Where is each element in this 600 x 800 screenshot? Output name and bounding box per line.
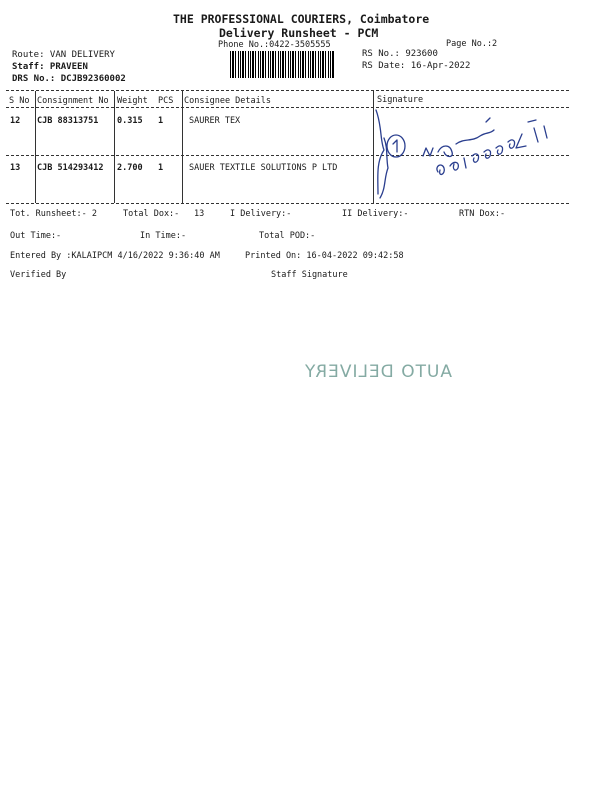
phone-number: Phone No.:0422-3505555	[218, 40, 331, 50]
row-13-weight: 2.700	[117, 163, 143, 173]
route: Route: VAN DELIVERY	[12, 50, 115, 60]
in-time: In Time:-	[140, 231, 187, 241]
header-sno: S No	[9, 96, 30, 106]
verified-by: Verified By	[10, 270, 67, 280]
table-top-rule	[6, 90, 569, 91]
rs-date: RS Date: 16-Apr-2022	[362, 61, 471, 71]
drs-number: DRS No.: DCJB92360002	[12, 74, 126, 84]
handwritten-signature	[368, 108, 568, 200]
total-dox-label: Total Dox:-	[123, 209, 180, 219]
ii-delivery: II Delivery:-	[342, 209, 409, 219]
out-time: Out Time:-	[10, 231, 62, 241]
rtn-dox: RTN Dox:-	[459, 209, 506, 219]
total-pod: Total POD:-	[259, 231, 316, 241]
i-delivery: I Delivery:-	[230, 209, 292, 219]
document-title: Delivery Runsheet - PCM	[219, 26, 379, 40]
header-weight: Weight	[117, 96, 148, 106]
row-12-weight: 0.315	[117, 116, 143, 126]
entered-by: Entered By :KALAIPCM 4/16/2022 9:36:40 AM	[10, 251, 220, 261]
auto-delivery-stamp: AUTO DELIVERY	[304, 362, 453, 382]
row-12-pcs: 1	[158, 116, 164, 126]
staff: Staff: PRAVEEN	[12, 62, 88, 72]
page-number: Page No.:2	[446, 39, 498, 49]
row-12-consignment: CJB 88313751	[37, 116, 99, 126]
row-13-consignment: CJB 514293412	[37, 163, 104, 173]
barcode	[230, 51, 335, 78]
table-bottom-rule	[6, 203, 569, 204]
header-consignment: Consignment No	[37, 96, 109, 106]
row-13-consignee: SAUER TEXTILE SOLUTIONS P LTD	[189, 163, 338, 173]
company-name: THE PROFESSIONAL COURIERS, Coimbatore	[173, 12, 430, 26]
row-12-sno: 12	[10, 116, 21, 126]
staff-signature-label: Staff Signature	[271, 270, 348, 280]
rs-number: RS No.: 923600	[362, 49, 438, 59]
row-13-sno: 13	[10, 163, 21, 173]
row-12-consignee: SAURER TEX	[189, 116, 241, 126]
header-consignee: Consignee Details	[184, 96, 271, 106]
header-signature: Signature	[377, 95, 424, 105]
row-13-pcs: 1	[158, 163, 164, 173]
total-dox-value: 13	[194, 209, 205, 219]
printed-on: Printed On: 16-04-2022 09:42:58	[245, 251, 404, 261]
header-pcs: PCS	[158, 96, 174, 106]
tot-runsheet: Tot. Runsheet:- 2	[10, 209, 97, 219]
